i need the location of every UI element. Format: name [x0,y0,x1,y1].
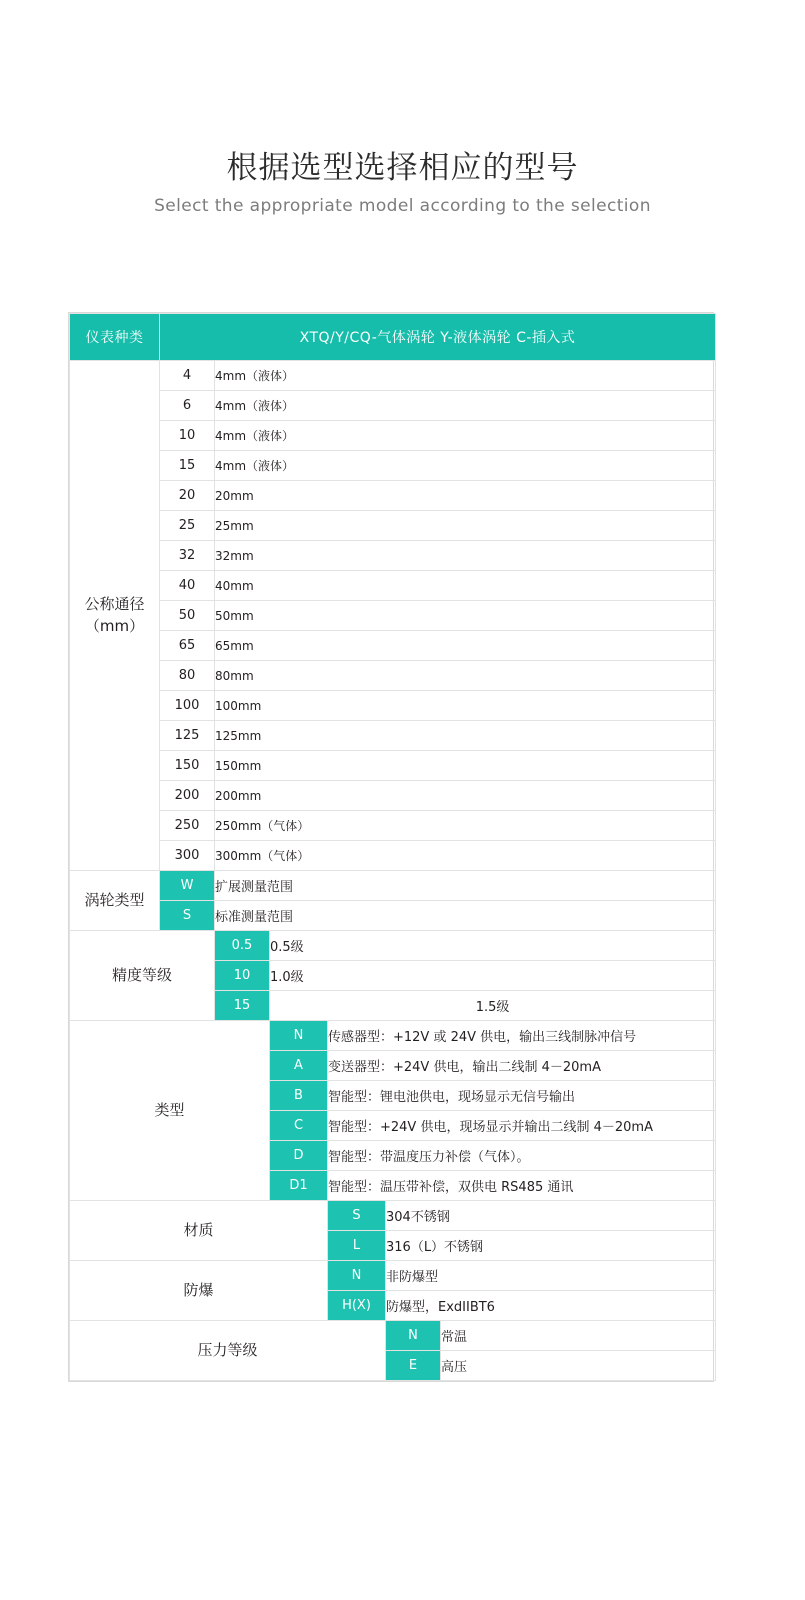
diameter-desc: 65mm [215,631,716,661]
diameter-code: 15 [160,451,215,481]
type-desc: 智能型：温压带补偿，双供电 RS485 通讯 [328,1171,716,1201]
spec-table [69,313,716,1381]
turbine-type-desc: 扩展测量范围 [215,871,716,901]
explosion-desc: 防爆型，ExdIIBT6 [386,1291,716,1321]
instrument-type-value: XTQ/Y/CQ-气体涡轮 Y-液体涡轮 C-插入式 [160,314,716,361]
diameter-code: 125 [160,721,215,751]
type-code: B [270,1081,328,1111]
group-label-material: 材质 [70,1201,328,1261]
group-label-type: 类型 [70,1021,270,1201]
table-row [70,901,716,931]
diameter-desc: 150mm [215,751,716,781]
group-label-turbine-type: 涡轮类型 [70,871,160,931]
accuracy-code: 15 [215,991,270,1021]
table-row [70,421,716,451]
table-row [70,841,716,871]
table-row [70,481,716,511]
pressure-desc: 常温 [441,1321,716,1351]
diameter-code: 150 [160,751,215,781]
diameter-desc: 4mm（液体） [215,361,716,391]
type-code: N [270,1021,328,1051]
table-row [70,314,716,361]
material-code: S [328,1201,386,1231]
group-label-accuracy: 精度等级 [70,931,215,1021]
group-label-diameter [70,361,160,871]
diameter-desc: 4mm（液体） [215,391,716,421]
table-row [70,871,716,901]
group-label-diameter-line2: （mm） [84,616,145,635]
turbine-type-code: S [160,901,215,931]
diameter-code: 32 [160,541,215,571]
diameter-code: 50 [160,601,215,631]
turbine-type-desc: 标准测量范围 [215,901,716,931]
diameter-desc: 50mm [215,601,716,631]
table-row [70,931,716,961]
diameter-desc: 32mm [215,541,716,571]
page-title-zh: 根据选型选择相应的型号 [226,150,579,186]
type-desc: 传感器型：+12V 或 24V 供电，输出三线制脉冲信号 [328,1021,716,1051]
diameter-desc: 200mm [215,781,716,811]
table-row [70,1261,716,1291]
table-row [70,1021,716,1051]
turbine-type-code: W [160,871,215,901]
table-row [70,811,716,841]
accuracy-code: 10 [215,961,270,991]
table-row [70,541,716,571]
type-code: A [270,1051,328,1081]
diameter-desc: 4mm（液体） [215,451,716,481]
diameter-code: 65 [160,631,215,661]
table-row [70,631,716,661]
group-label-explosion: 防爆 [70,1261,328,1321]
type-desc: 智能型：锂电池供电，现场显示无信号输出 [328,1081,716,1111]
pressure-desc: 高压 [441,1351,716,1381]
table-row [70,511,716,541]
diameter-code: 6 [160,391,215,421]
diameter-desc: 40mm [215,571,716,601]
type-desc: 智能型：+24V 供电，现场显示并输出二线制 4－20mA [328,1111,716,1141]
material-desc: 304不锈钢 [386,1201,716,1231]
diameter-desc: 250mm（气体） [215,811,716,841]
type-code: D [270,1141,328,1171]
diameter-desc: 125mm [215,721,716,751]
diameter-code: 100 [160,691,215,721]
material-code: L [328,1231,386,1261]
table-row [70,781,716,811]
table-row [70,691,716,721]
diameter-code: 25 [160,511,215,541]
diameter-desc: 25mm [215,511,716,541]
diameter-desc: 20mm [215,481,716,511]
model-selection-table [68,312,714,1382]
page-title-en: Select the appropriate model according to the selection [154,196,651,216]
diameter-code: 250 [160,811,215,841]
diameter-desc: 300mm（气体） [215,841,716,871]
table-row [70,751,716,781]
diameter-code: 4 [160,361,215,391]
diameter-code: 40 [160,571,215,601]
type-code: C [270,1111,328,1141]
diameter-code: 80 [160,661,215,691]
table-row [70,571,716,601]
table-row [70,391,716,421]
explosion-code: H(X) [328,1291,386,1321]
diameter-desc: 100mm [215,691,716,721]
diameter-desc: 80mm [215,661,716,691]
table-row [70,601,716,631]
explosion-code: N [328,1261,386,1291]
group-label-diameter-line1: 公称通径 [84,594,145,613]
table-row [70,361,716,391]
pressure-code: N [386,1321,441,1351]
table-row [70,721,716,751]
explosion-desc: 非防爆型 [386,1261,716,1291]
type-desc: 智能型：带温度压力补偿（气体）。 [328,1141,716,1171]
diameter-code: 200 [160,781,215,811]
table-row [70,1321,716,1351]
group-label-pressure: 压力等级 [70,1321,386,1381]
table-row [70,451,716,481]
table-row [70,661,716,691]
diameter-code: 10 [160,421,215,451]
accuracy-desc: 1.0级 [270,961,716,991]
accuracy-desc: 0.5级 [270,931,716,961]
material-desc: 316（L）不锈钢 [386,1231,716,1261]
table-row [70,1201,716,1231]
type-code: D1 [270,1171,328,1201]
accuracy-code: 0.5 [215,931,270,961]
diameter-desc: 4mm（液体） [215,421,716,451]
pressure-code: E [386,1351,441,1381]
type-desc: 变送器型：+24V 供电，输出二线制 4－20mA [328,1051,716,1081]
accuracy-desc: 1.5级 [270,991,716,1021]
diameter-code: 20 [160,481,215,511]
instrument-type-label: 仪表种类 [70,314,160,361]
diameter-code: 300 [160,841,215,871]
